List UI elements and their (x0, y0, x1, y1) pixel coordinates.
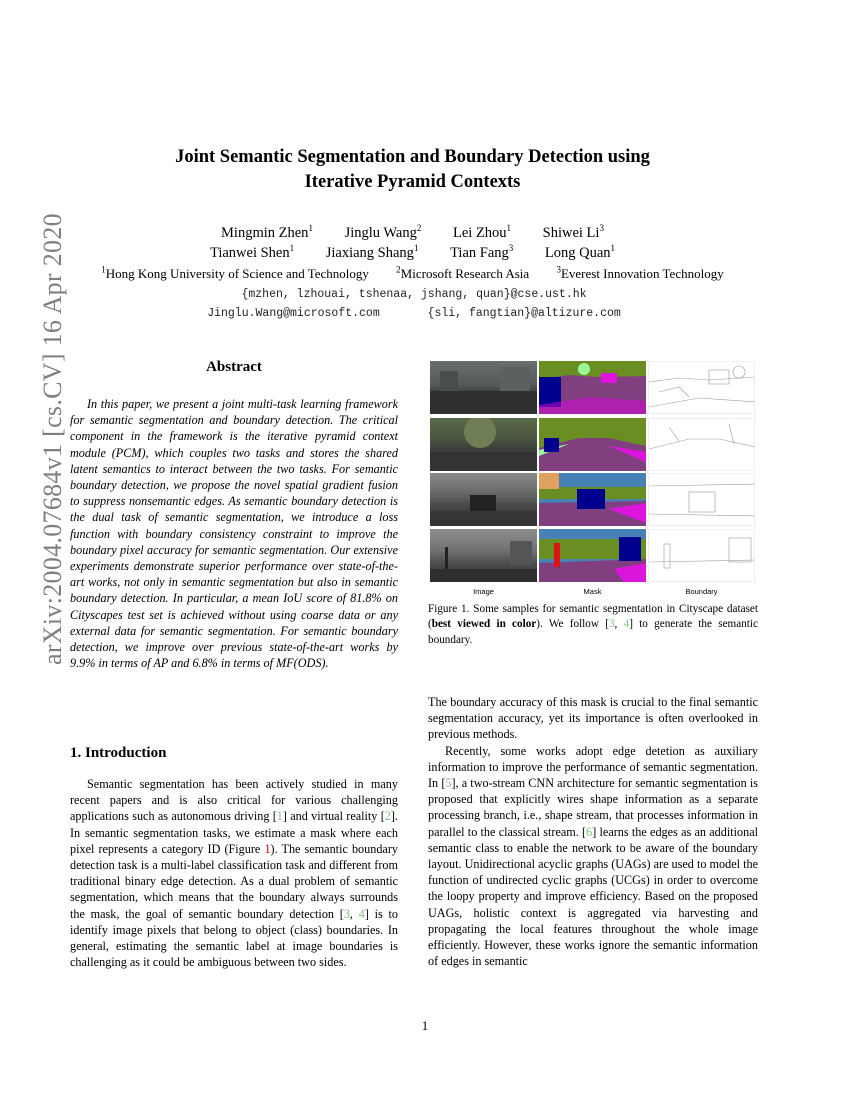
email-altizure: {sli, fangtian}@altizure.com (427, 307, 621, 320)
citation-link[interactable]: 5 (445, 776, 452, 791)
arxiv-id: arXiv:2004.07684v1 [cs.CV] 16 Apr 2020 (38, 213, 67, 665)
image-thumbnail (430, 473, 537, 526)
author: Tian Fang$^3$ (450, 243, 514, 261)
citation-link[interactable]: 4 (623, 618, 630, 631)
affiliation: $^1$Hong Kong University of Science and Technology (101, 264, 369, 281)
citation-link[interactable]: 4 (358, 906, 365, 921)
image-thumbnail (430, 529, 537, 582)
author: Shiwei Li$^3$ (542, 223, 604, 241)
citation-link[interactable]: 6 (586, 824, 593, 839)
author: Jiaxiang Shang$^1$ (325, 243, 419, 261)
boundary-thumbnail (648, 361, 755, 414)
email-microsoft: Jinglu.Wang@microsoft.com (207, 307, 380, 320)
boundary-thumbnail (648, 529, 755, 582)
affiliation: $^2$Microsoft Research Asia (396, 264, 530, 281)
paper-title (100, 145, 725, 195)
author: Jinglu Wang$^2$ (344, 223, 422, 241)
image-thumbnail (430, 418, 537, 471)
title-line-2: Iterative Pyramid Contexts (304, 172, 521, 192)
mask-thumbnail (539, 418, 646, 471)
column-label-image: Image (473, 587, 494, 596)
mask-thumbnail (539, 473, 646, 526)
abstract-body (70, 396, 398, 671)
intro-paragraph: Semantic segmentation has been actively studied in many recent papers and is also critical for various challenging applications such as autonomous driving [1] and virtual reality [2]. In semantic segmentation tasks, we estimate a mask where each pixel represents a category ID (Figure 1). The semantic boundary detection task is a multi-label classification task and different from traditional binary edge detection. As a dual problem of semantic segmentation, which means that the boundary always surrounds the mask, the goal of semantic boundary detection [3, 4] is to identify image pixels that belong to object (class) boundaries. In general, estimating the semantic label at image boundaries is challenging as it could be ambiguous between two sides. (70, 777, 399, 970)
figure-link[interactable]: 1 (264, 841, 271, 856)
figure-1 (430, 361, 756, 596)
column-label-boundary: Boundary (685, 587, 718, 596)
author: Lei Zhou$^1$ (452, 223, 512, 241)
affiliations (70, 266, 755, 282)
author: Mingmin Zhen$^1$ (221, 223, 313, 241)
email-line-2 (0, 307, 828, 320)
citation-link[interactable]: 1 (276, 809, 283, 824)
image-thumbnail (430, 361, 537, 414)
author: Tianwei Shen$^1$ (209, 243, 295, 261)
mask-thumbnail (539, 529, 646, 582)
affiliation: $^3$Everest Innovation Technology (556, 264, 724, 281)
paragraph: Recently, some works adopt edge detetion as auxiliary information to improve the performance of semantic segmentation. In [5], a two-stream CNN architecture for semantic segmentation is proposed that explicitly wires shape information as a separate processing branch, i.e., shape stream, that processes information in parallel to the classical stream. [6] learns the edges as an additional semantic class to enable the network to be aware of the boundary layout. Unidirectional acyclic graphs (UAGs) are used to model the function of undirected cyclic graphs (UCGs) in order to overcome the loopy property and improve efficiency. Based on the proposed UAGs, holistic context is aggregated via harvesting and propagating the local features throughout the whole image efficiently. However, these works ignore the semantic information of edges in semantic (428, 743, 758, 969)
arxiv-stamp (0, 0, 67, 1100)
citation-link[interactable]: 3 (343, 906, 350, 921)
author: Long Quan$^1$ (544, 243, 616, 261)
citation-link[interactable]: 2 (384, 809, 391, 824)
citation-link[interactable]: 3 (608, 618, 615, 631)
figure-caption: Figure 1. Some samples for semantic segmentation in Cityscape dataset (best viewed in color). We follow [3, 4] to generate the semantic boundary. (428, 603, 758, 646)
mask-thumbnail (539, 361, 646, 414)
page-number: 1 (421, 1018, 429, 1033)
section-heading-introduction: 1. Introduction (70, 745, 167, 761)
abstract-heading: Abstract (206, 359, 262, 375)
title-line-1: Joint Semantic Segmentation and Boundary Detection using (175, 147, 650, 167)
paragraph: The boundary accuracy of this mask is crucial to the final semantic segmentation accuracy, yet its importance is often overlooked in previous methods. (428, 695, 758, 742)
email-line-1: {mzhen, lzhouai, tshenaa, jshang, quan}@cse.ust.hk (241, 288, 587, 301)
abstract-text: In this paper, we present a joint multi-task learning framework for semantic segmentation and boundary detection. The critical component in the framework is the iterative pyramid context module (PCM), which couples two tasks and stores the shared latent semantics to interact between the two tasks. For semantic boundary detection, we propose the novel spatial gradient fusion to suppress nonsemantic edges. As semantic boundary detection is the dual task of semantic segmentation, we introduce a loss function with boundary consistency constraint to improve the boundary pixel accuracy for semantic segmentation. Our extensive experiments demonstrate superior performance over state-of-the-art works, not only in semantic segmentation but also in semantic boundary detection. In particular, a mean IoU score of 81.8% on Cityscapes test set is achieved without using coarse data or any external data for semantic segmentation. For semantic boundary detection, we improve over previous state-of-the-art works by 9.9% in terms of AP and 6.8% in terms of MF(ODS). (70, 397, 398, 671)
boundary-thumbnail (648, 418, 755, 471)
right-column-text (428, 694, 758, 969)
column-label-mask: Mask (583, 587, 602, 596)
authors-row-1 (70, 225, 755, 242)
authors-row-2 (70, 245, 755, 262)
boundary-thumbnail (648, 473, 755, 526)
